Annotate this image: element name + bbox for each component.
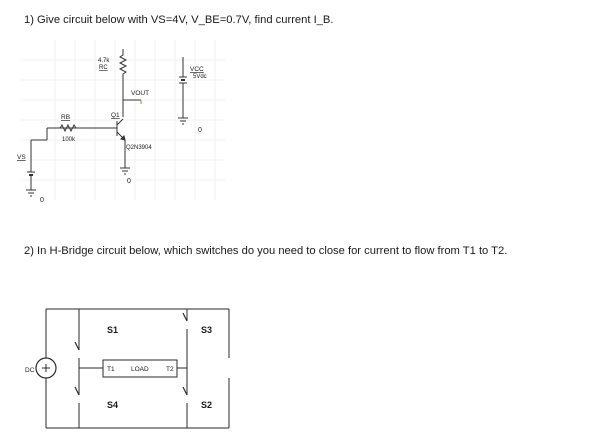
question-1-text: 1) Give circuit below with VS=4V, V_BE=0.7V, find current I_B. bbox=[24, 14, 334, 26]
switch-s3-label: S3 bbox=[201, 325, 213, 335]
rb-name-label: RB bbox=[61, 114, 71, 121]
s4-switch-blade bbox=[75, 387, 79, 395]
s1-switch-blade bbox=[75, 342, 79, 350]
q1-label: Q1 bbox=[111, 112, 120, 119]
bjt-circuit-diagram bbox=[17, 40, 225, 204]
switch-s4-label: S4 bbox=[107, 400, 119, 410]
vs-name-label: VS bbox=[17, 154, 26, 161]
s2-switch-blade bbox=[183, 387, 187, 395]
vs-ground-symbol bbox=[26, 190, 36, 196]
rc-resistor bbox=[120, 49, 126, 80]
s3-switch-blade bbox=[183, 313, 187, 321]
dc-source-label: DC bbox=[25, 367, 35, 374]
emitter-ground-label: 0 bbox=[127, 178, 131, 185]
rc-value-label: 4.7k bbox=[98, 58, 110, 64]
vout-label: VOUT bbox=[131, 90, 150, 97]
terminal-t2-label: T2 bbox=[166, 366, 174, 373]
rc-name-label: RC bbox=[99, 65, 108, 71]
rb-value-label: 100k bbox=[62, 137, 76, 143]
q1-transistor-symbol bbox=[117, 119, 125, 168]
terminal-t1-label: T1 bbox=[107, 366, 115, 373]
question-2-text: 2) In H-Bridge circuit below, which switches do you need to close for current to flow from T1 to T2. bbox=[24, 245, 508, 257]
vs-ground-label: 0 bbox=[40, 197, 44, 204]
vcc-ground-label: 0 bbox=[198, 127, 202, 134]
switch-s2-label: S2 bbox=[201, 400, 213, 410]
vs-battery-symbol bbox=[27, 172, 35, 175]
vcc-ground-symbol bbox=[178, 118, 188, 124]
load-label: LOAD bbox=[131, 366, 149, 373]
switch-s1-label: S1 bbox=[107, 325, 119, 335]
vcc-value-label: 5Vdc bbox=[193, 74, 207, 80]
q1-part-label: Q2N3904 bbox=[126, 145, 152, 151]
emitter-ground-symbol bbox=[120, 168, 130, 174]
vcc-name-label: VCC bbox=[190, 66, 204, 73]
